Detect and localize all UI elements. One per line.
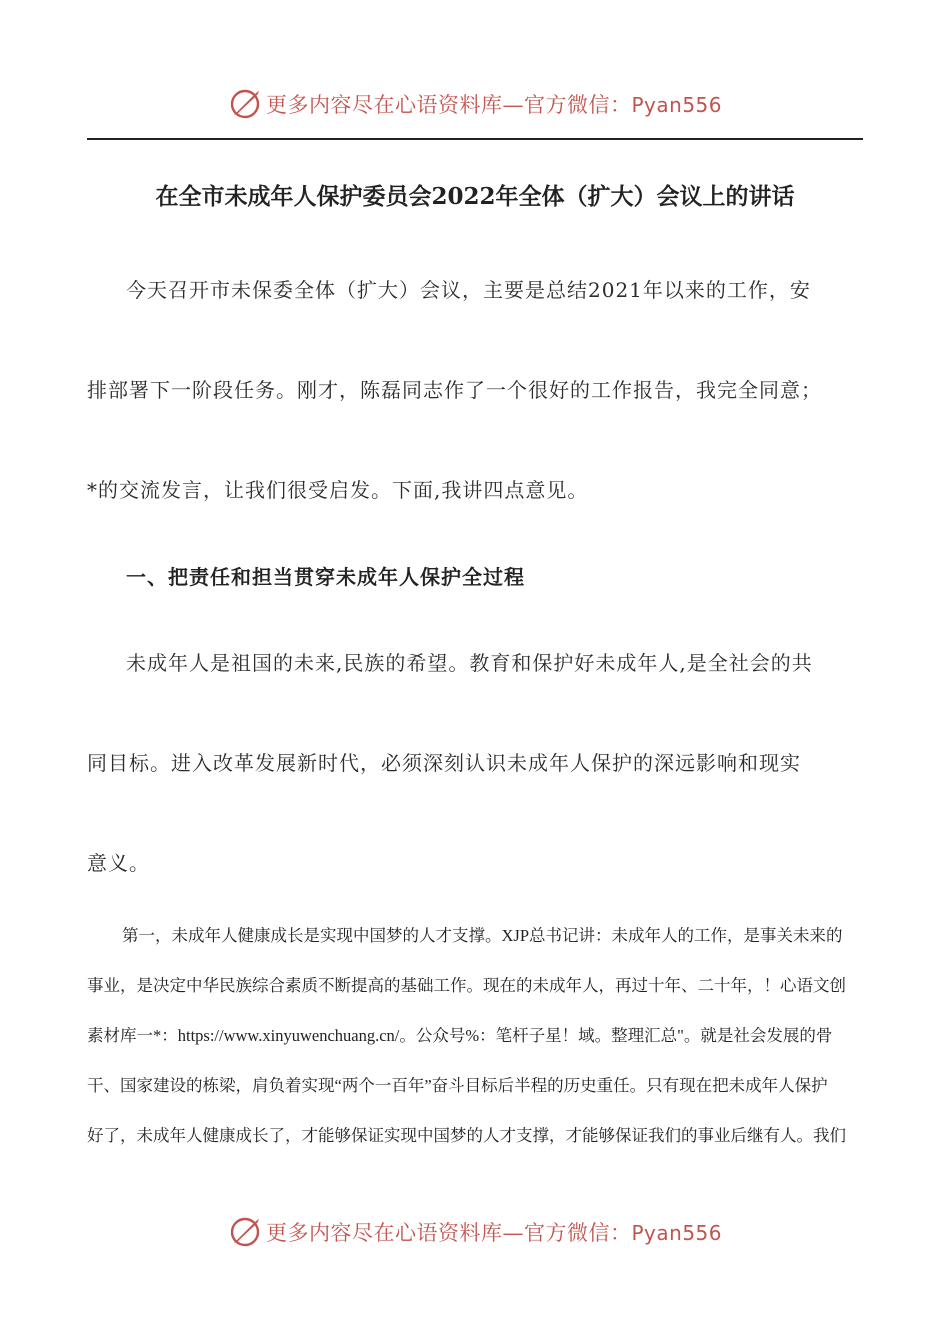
quill-logo-icon — [228, 87, 262, 121]
watermark-text: 更多内容尽在心语资料库—官方微信：Pyan556 — [265, 93, 722, 117]
intro-line-1: 今天召开市未保委全体（扩大）会议，主要是总结2021年以来的工作，安 — [126, 278, 811, 302]
point1-line-2: 事业，是决定中华民族综合素质不断提高的基础工作。现在的未成年人，再过十年、二十年，！心语文创 — [87, 976, 846, 995]
section1-line-2: 同目标。进入改革发展新时代，必须深刻认识未成年人保护的深远影响和现实 — [87, 751, 801, 775]
section-heading-1: 一、把责任和担当贯穿未成年人保护全过程 — [126, 565, 525, 589]
point1-line-3: 素材库一*：https://www.xinyuwenchuang.cn/。公众号%：笔杆子星！域。整理汇总"。就是社会发展的骨 — [87, 1026, 833, 1045]
intro-line-3: *的交流发言，让我们很受启发。下面,我讲四点意见。 — [87, 478, 589, 502]
section1-line-1: 未成年人是祖国的未来,民族的希望。教育和保护好未成年人,是全社会的共 — [126, 651, 813, 675]
point1-line-1: 第一，未成年人健康成长是实现中国梦的人才支撑。XJP总书记讲：未成年人的工作，是事关未来的 — [122, 926, 843, 945]
intro-line-2: 排部署下一阶段任务。刚才，陈磊同志作了一个很好的工作报告，我完全同意； — [87, 378, 822, 402]
header-rule — [87, 138, 863, 140]
watermark-text: 更多内容尽在心语资料库—官方微信：Pyan556 — [265, 1221, 722, 1245]
section1-line-3: 意义。 — [87, 851, 150, 875]
quill-logo-icon — [228, 1215, 262, 1249]
point1-line-5: 好了，未成年人健康成长了，才能够保证实现中国梦的人才支撑，才能够保证我们的事业后继有人。我们 — [87, 1126, 846, 1145]
document-title: 在全市未成年人保护委员会2022年全体（扩大）会议上的讲话 — [155, 183, 795, 210]
header-watermark — [0, 84, 950, 124]
point1-line-4: 干、国家建设的栋梁，肩负着实现“两个一百年”奋斗目标后半程的历史重任。只有现在把未成年人保护 — [87, 1076, 828, 1095]
footer-watermark — [0, 1212, 950, 1252]
